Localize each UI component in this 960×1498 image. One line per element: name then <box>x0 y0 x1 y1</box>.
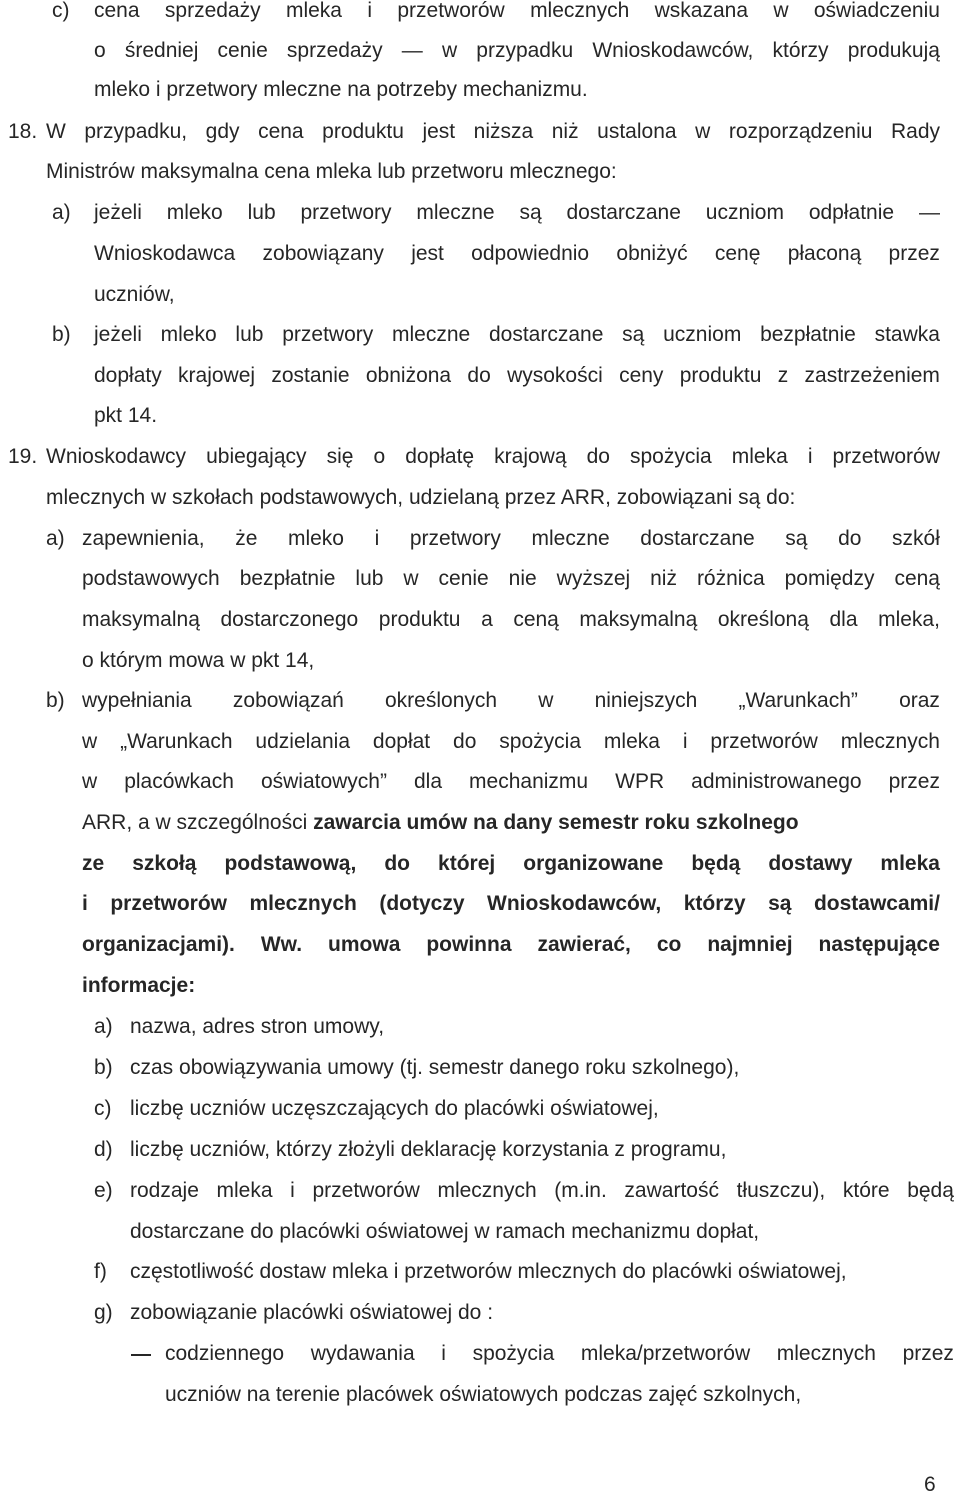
paragraph-line: uczniów, <box>94 283 175 306</box>
list-item: częstotliwość dostaw mleka i przetworów mlecznych do placówki oświatowej, <box>130 1260 847 1283</box>
bold-paragraph-line: ze szkołą podstawową, do której organizowane będą dostawy mleka <box>82 852 940 875</box>
paragraph-line: Ministrów maksymalna cena mleka lub przetworu mlecznego: <box>46 160 617 183</box>
list-marker: d) <box>94 1138 113 1161</box>
list-marker: f) <box>94 1260 107 1283</box>
list-item: zobowiązanie placówki oświatowej do : <box>130 1301 494 1324</box>
paragraph-line: o którym mowa w pkt 14, <box>82 649 315 672</box>
plain-text: ARR, a w szczególności <box>82 811 314 834</box>
paragraph-line: Wnioskodawca zobowiązany jest odpowiednio obniżyć cenę płaconą przez <box>94 242 940 265</box>
bold-paragraph-line: organizacjami). Ww. umowa powinna zawierać, co najmniej następujące <box>82 933 940 956</box>
list-marker: a) <box>94 1015 113 1038</box>
page-number: 6 <box>924 1473 936 1496</box>
paragraph-line: w „Warunkach udzielania dopłat do spożycia mleka i przetworów mlecznych <box>82 730 940 753</box>
list-item: nazwa, adres stron umowy, <box>130 1015 385 1038</box>
list-marker: g) <box>94 1301 113 1324</box>
list-item-continuation: dostarczane do placówki oświatowej w ramach mechanizmu dopłat, <box>130 1220 760 1243</box>
paragraph-line-mixed <box>82 810 940 836</box>
list-marker: c) <box>52 0 70 22</box>
list-item-continuation: uczniów na terenie placówek oświatowych podczas zajęć szkolnych, <box>165 1383 802 1406</box>
bold-paragraph-line: i przetworów mlecznych (dotyczy Wnioskodawców, którzy są dostawcami/ <box>82 892 940 915</box>
paragraph-line: W przypadku, gdy cena produktu jest niższa niż ustalona w rozporządzeniu Rady <box>46 120 940 143</box>
paragraph-line: pkt 14. <box>94 404 158 427</box>
list-marker: c) <box>94 1097 112 1120</box>
list-marker: a) <box>46 527 65 550</box>
list-marker: b) <box>94 1056 113 1079</box>
paragraph-line: zapewnienia, że mleko i przetwory mleczne dostarczane są do szkół <box>82 527 940 550</box>
paragraph-line: cena sprzedaży mleka i przetworów mlecznych wskazana w oświadczeniu <box>94 0 940 22</box>
list-item: liczbę uczniów, którzy złożyli deklarację korzystania z programu, <box>130 1138 727 1161</box>
paragraph-line: jeżeli mleko lub przetwory mleczne dostarczane są uczniom bezpłatnie stawka <box>94 323 940 346</box>
paragraph-line: mlecznych w szkołach podstawowych, udzielaną przez ARR, zobowiązani są do: <box>46 486 796 509</box>
list-marker: a) <box>52 201 71 224</box>
item-number: 18. <box>8 120 38 143</box>
paragraph-line: dopłaty krajowej zostanie obniżona do wysokości ceny produktu z zastrzeżeniem <box>94 364 940 387</box>
paragraph-line: o średniej cenie sprzedaży — w przypadku Wnioskodawców, którzy produkują <box>94 39 940 62</box>
list-item: liczbę uczniów uczęszczających do placówki oświatowej, <box>130 1097 659 1120</box>
paragraph-line: wypełniania zobowiązań określonych w niniejszych „Warunkach” oraz <box>82 689 940 712</box>
bold-paragraph-line: informacje: <box>82 974 196 997</box>
list-item: rodzaje mleka i przetworów mlecznych (m.in. zawartość tłuszczu), które będą <box>130 1179 954 1202</box>
paragraph-line: jeżeli mleko lub przetwory mleczne są dostarczane uczniom odpłatnie — <box>94 201 940 224</box>
paragraph-line: podstawowych bezpłatnie lub w cenie nie wyższej niż różnica pomiędzy ceną <box>82 567 940 590</box>
paragraph-line: maksymalną dostarczonego produktu a ceną maksymalną określoną dla mleka, <box>82 608 940 631</box>
list-item: czas obowiązywania umowy (tj. semestr danego roku szkolnego), <box>130 1056 740 1079</box>
dash-bullet <box>131 1354 151 1356</box>
item-number: 19. <box>8 445 38 468</box>
list-marker: b) <box>52 323 71 346</box>
bold-text: zawarcia umów na dany semestr roku szkolnego <box>313 811 799 834</box>
paragraph-line: mleko i przetwory mleczne na potrzeby mechanizmu. <box>94 78 588 101</box>
paragraph-line: w placówkach oświatowych” dla mechanizmu WPR administrowanego przez <box>82 770 940 793</box>
list-item: codziennego wydawania i spożycia mleka/przetworów mlecznych przez <box>165 1342 954 1365</box>
list-marker: e) <box>94 1179 113 1202</box>
list-marker: b) <box>46 689 65 712</box>
paragraph-line: Wnioskodawcy ubiegający się o dopłatę krajową do spożycia mleka i przetworów <box>46 445 940 468</box>
